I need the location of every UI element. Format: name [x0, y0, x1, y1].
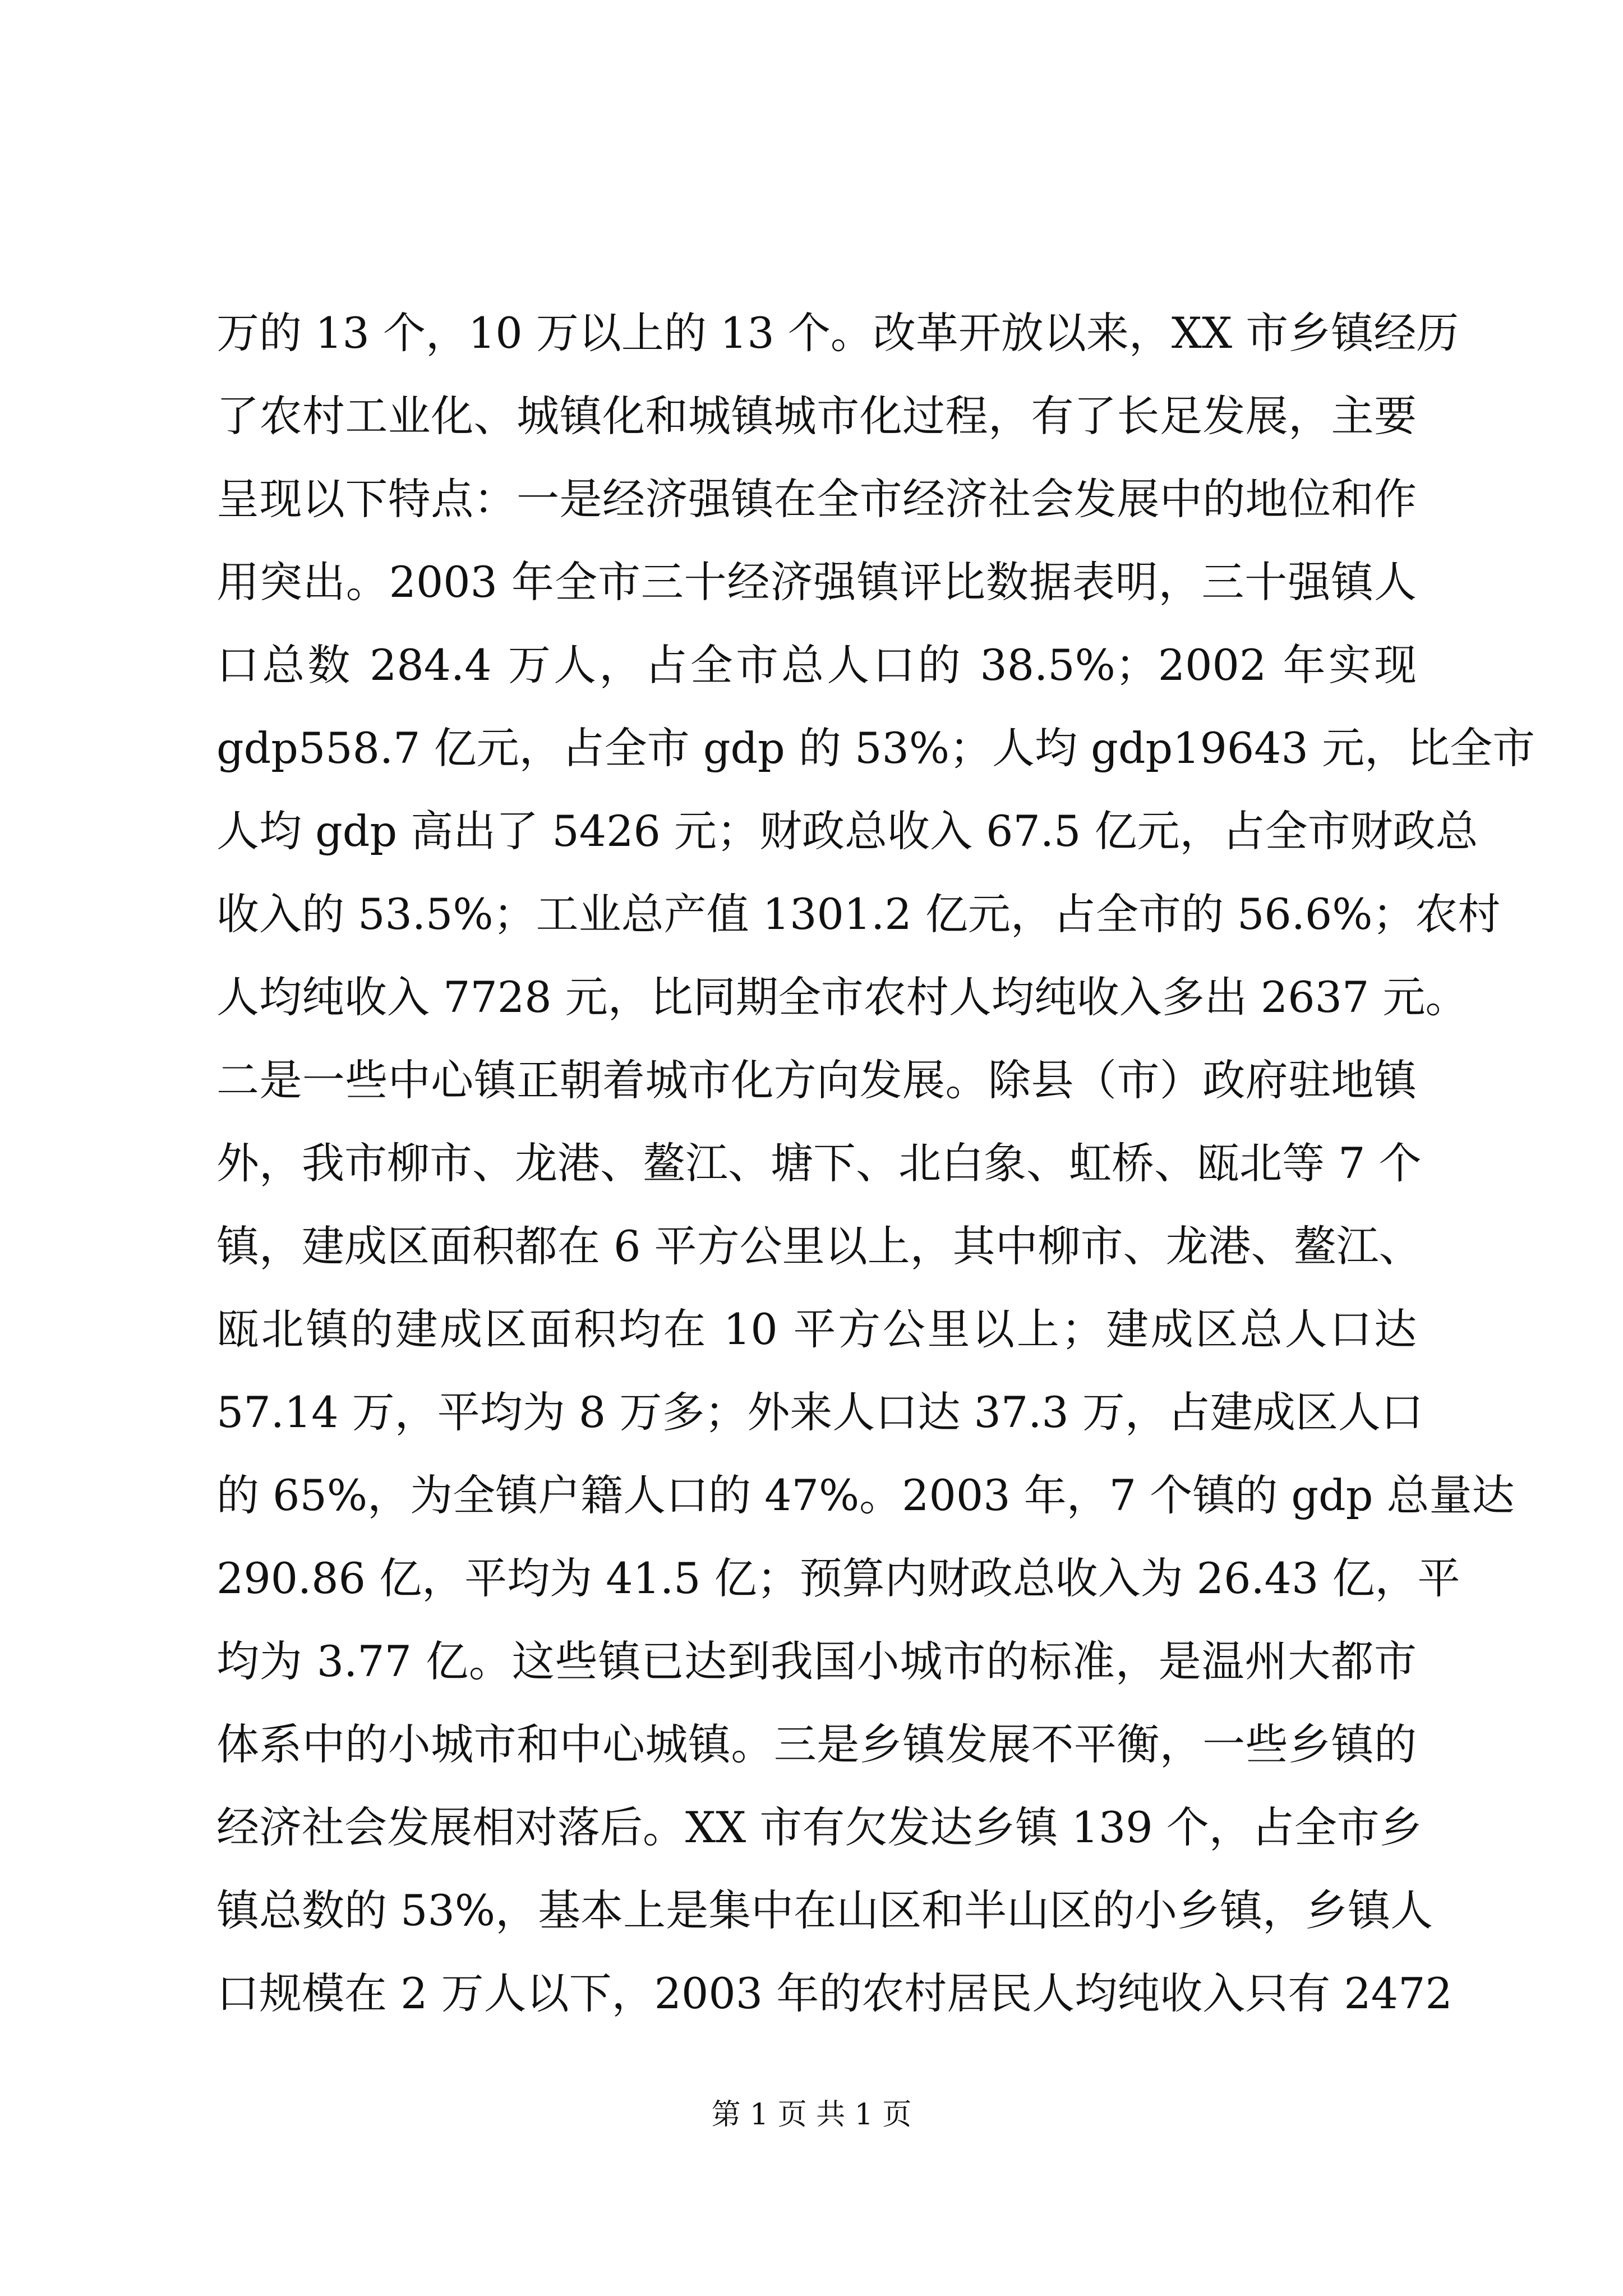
- text-line: 290.86 亿，平均为 41.5 亿；预算内财政总收入为 26.43 亿，平: [216, 1553, 1460, 1603]
- text-line: 万的 13 个，10 万以上的 13 个。改革开放以来，XX 市乡镇经历: [216, 308, 1459, 358]
- text-line: 了农村工业化、城镇化和城镇城市化过程，有了长足发展，主要: [216, 391, 1417, 441]
- text-line: 的 65%，为全镇户籍人口的 47%。2003 年，7 个镇的 gdp 总量达: [216, 1470, 1515, 1520]
- body-paragraph: [216, 292, 1536, 2035]
- text-line: 二是一些中心镇正朝着城市化方向发展。除县（市）政府驻地镇: [216, 1055, 1417, 1105]
- text-line: 用突出。2003 年全市三十经济强镇评比数据表明，三十强镇人: [216, 557, 1417, 607]
- text-line: 体系中的小城市和中心城镇。三是乡镇发展不平衡，一些乡镇的: [216, 1719, 1417, 1769]
- text-line: 外，我市柳市、龙港、鳌江、塘下、北白象、虹桥、瓯北等 7 个: [216, 1138, 1422, 1188]
- text-line: 经济社会发展相对落后。XX 市有欠发达乡镇 139 个，占全市乡: [216, 1802, 1422, 1852]
- text-line: 收入的 53.5%；工业总产值 1301.2 亿元，占全市的 56.6%；农村: [216, 889, 1501, 939]
- text-line: 瓯北镇的建成区面积均在 10 平方公里以上；建成区总人口达: [216, 1304, 1417, 1354]
- text-line: 镇总数的 53%，基本上是集中在山区和半山区的小乡镇，乡镇人: [216, 1885, 1433, 1935]
- text-line: gdp558.7 亿元，占全市 gdp 的 53%；人均 gdp19643 元，比全市: [216, 723, 1536, 773]
- page-footer: 第 1 页 共 1 页: [711, 2098, 912, 2132]
- text-line: 口规模在 2 万人以下，2003 年的农村居民人均纯收入只有 2472: [216, 1968, 1453, 2018]
- text-line: 人均纯收入 7728 元，比同期全市农村人均纯收入多出 2637 元。: [216, 972, 1468, 1022]
- text-line: 口总数 284.4 万人，占全市总人口的 38.5%；2002 年实现: [216, 640, 1417, 690]
- text-line: 镇，建成区面积都在 6 平方公里以上，其中柳市、龙港、鳌江、: [216, 1221, 1422, 1271]
- text-line: 人均 gdp 高出了 5426 元；财政总收入 67.5 亿元，占全市财政总: [216, 806, 1478, 856]
- text-line: 均为 3.77 亿。这些镇已达到我国小城市的标准，是温州大都市: [216, 1636, 1417, 1686]
- text-line: 57.14 万，平均为 8 万多；外来人口达 37.3 万，占建成区人口: [216, 1387, 1423, 1437]
- text-line: 呈现以下特点：一是经济强镇在全市经济社会发展中的地位和作: [216, 474, 1417, 524]
